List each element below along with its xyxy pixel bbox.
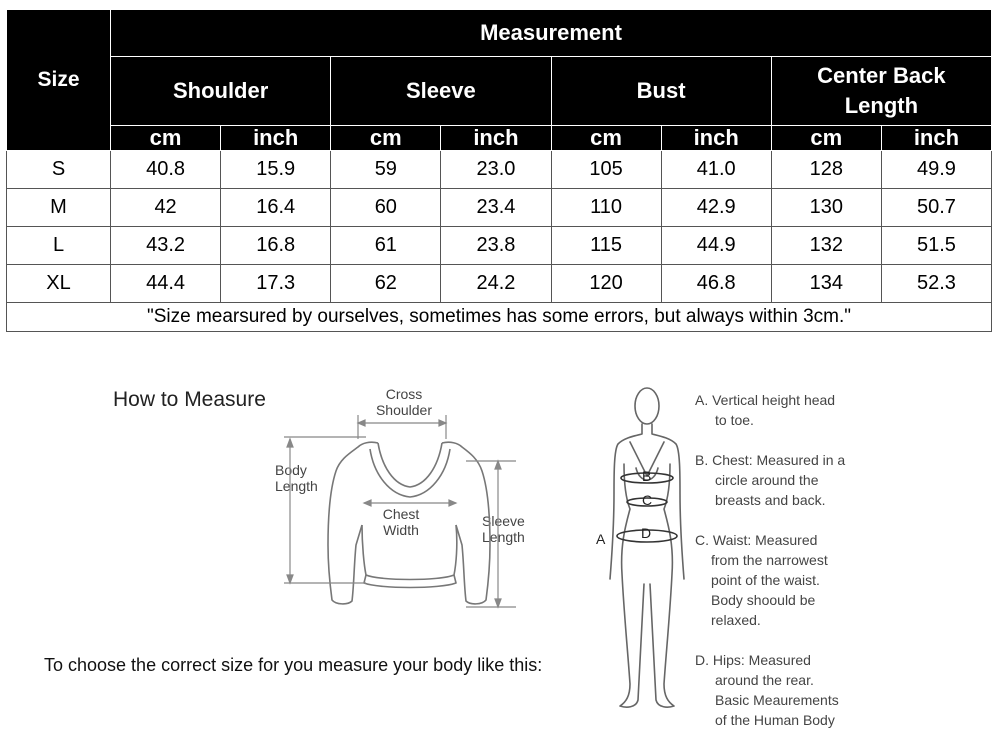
value-cell: 61 <box>331 227 441 265</box>
value-cell: 59 <box>331 151 441 189</box>
unit-cm-header: cm <box>111 126 221 151</box>
table-row <box>7 265 992 303</box>
table-row <box>7 189 992 227</box>
value-cell: 115 <box>551 227 661 265</box>
legend-b-rest: circle around the <box>715 472 819 488</box>
legend-b-rest: breasts and back. <box>715 492 826 508</box>
legend-c-rest: point of the waist. <box>711 572 820 588</box>
table-row <box>7 151 992 189</box>
sleeve-length-label-line1: Sleeve <box>482 513 525 529</box>
unit-inch-header: inch <box>441 126 551 151</box>
legend-item-b <box>695 450 845 510</box>
how-to-measure-title: How to Measure <box>113 388 266 411</box>
value-cell: 16.8 <box>221 227 331 265</box>
value-cell: 15.9 <box>221 151 331 189</box>
value-cell: 105 <box>551 151 661 189</box>
cross-shoulder-label-line1: Cross <box>385 386 423 402</box>
size-cell: XL <box>7 265 111 303</box>
cross-shoulder-label-line2: Shoulder <box>375 402 433 418</box>
size-chart-table <box>6 9 992 332</box>
value-cell: 52.3 <box>881 265 991 303</box>
value-cell: 110 <box>551 189 661 227</box>
value-cell: 130 <box>771 189 881 227</box>
sleeve-header: Sleeve <box>331 57 551 126</box>
shoulder-header: Shoulder <box>111 57 331 126</box>
legend-d-rest: around the rear. <box>715 672 814 688</box>
unit-inch-header: inch <box>221 126 331 151</box>
cross-shoulder-label <box>362 386 446 418</box>
legend-item-c <box>695 530 828 630</box>
table-row <box>7 227 992 265</box>
measurement-header: Measurement <box>111 10 992 57</box>
chest-width-label-line2: Width <box>383 522 419 538</box>
legend-item-d <box>695 650 839 730</box>
legend-a-first: A. Vertical height head <box>695 392 836 408</box>
bust-header: Bust <box>551 57 771 126</box>
legend-d-first: D. Hips: Measured <box>695 652 811 668</box>
value-cell: 46.8 <box>661 265 771 303</box>
value-cell: 42 <box>111 189 221 227</box>
choose-size-instruction: To choose the correct size for you measure your body like this: <box>44 655 543 675</box>
size-cell: L <box>7 227 111 265</box>
value-cell: 42.9 <box>661 189 771 227</box>
value-cell: 132 <box>771 227 881 265</box>
value-cell: 17.3 <box>221 265 331 303</box>
value-cell: 40.8 <box>111 151 221 189</box>
value-cell: 120 <box>551 265 661 303</box>
legend-d-rest: of the Human Body <box>715 712 835 728</box>
legend-c-first: C. Waist: Measured <box>695 532 818 548</box>
unit-cm-header: cm <box>551 126 661 151</box>
marker-a: A <box>596 531 606 547</box>
value-cell: 134 <box>771 265 881 303</box>
marker-d: D <box>641 525 652 541</box>
measurement-note: "Size mearsured by ourselves, sometimes has some errors, but always within 3cm." <box>7 303 992 332</box>
size-column-header: Size <box>7 10 111 151</box>
value-cell: 62 <box>331 265 441 303</box>
marker-c: C <box>642 492 653 508</box>
value-cell: 16.4 <box>221 189 331 227</box>
value-cell: 23.4 <box>441 189 551 227</box>
body-figure-diagram <box>600 384 690 714</box>
legend-c-rest: from the narrowest <box>711 552 828 568</box>
value-cell: 23.8 <box>441 227 551 265</box>
value-cell: 43.2 <box>111 227 221 265</box>
value-cell: 128 <box>771 151 881 189</box>
value-cell: 41.0 <box>661 151 771 189</box>
value-cell: 49.9 <box>881 151 991 189</box>
marker-b: B <box>642 468 652 484</box>
size-cell: S <box>7 151 111 189</box>
unit-inch-header: inch <box>881 126 991 151</box>
legend-item-a <box>695 390 835 430</box>
legend-c-rest: relaxed. <box>711 612 761 628</box>
value-cell: 44.9 <box>661 227 771 265</box>
value-cell: 44.4 <box>111 265 221 303</box>
value-cell: 50.7 <box>881 189 991 227</box>
value-cell: 24.2 <box>441 265 551 303</box>
unit-cm-header: cm <box>771 126 881 151</box>
sweater-diagram <box>270 415 530 615</box>
body-length-label-line1: Body <box>275 462 307 478</box>
legend-c-rest: Body shoould be <box>711 592 816 608</box>
legend-b-first: B. Chest: Measured in a <box>695 452 846 468</box>
value-cell: 51.5 <box>881 227 991 265</box>
unit-inch-header: inch <box>661 126 771 151</box>
chest-width-label-line1: Chest <box>382 506 420 522</box>
unit-cm-header: cm <box>331 126 441 151</box>
body-length-label-line2: Length <box>275 478 318 494</box>
center-back-length-header: Center Back Length <box>771 57 991 126</box>
legend-d-rest: Basic Meaurements <box>715 692 839 708</box>
sleeve-length-label-line2: Length <box>482 529 525 545</box>
legend-a-rest: to toe. <box>715 412 754 428</box>
size-cell: M <box>7 189 111 227</box>
value-cell: 23.0 <box>441 151 551 189</box>
value-cell: 60 <box>331 189 441 227</box>
